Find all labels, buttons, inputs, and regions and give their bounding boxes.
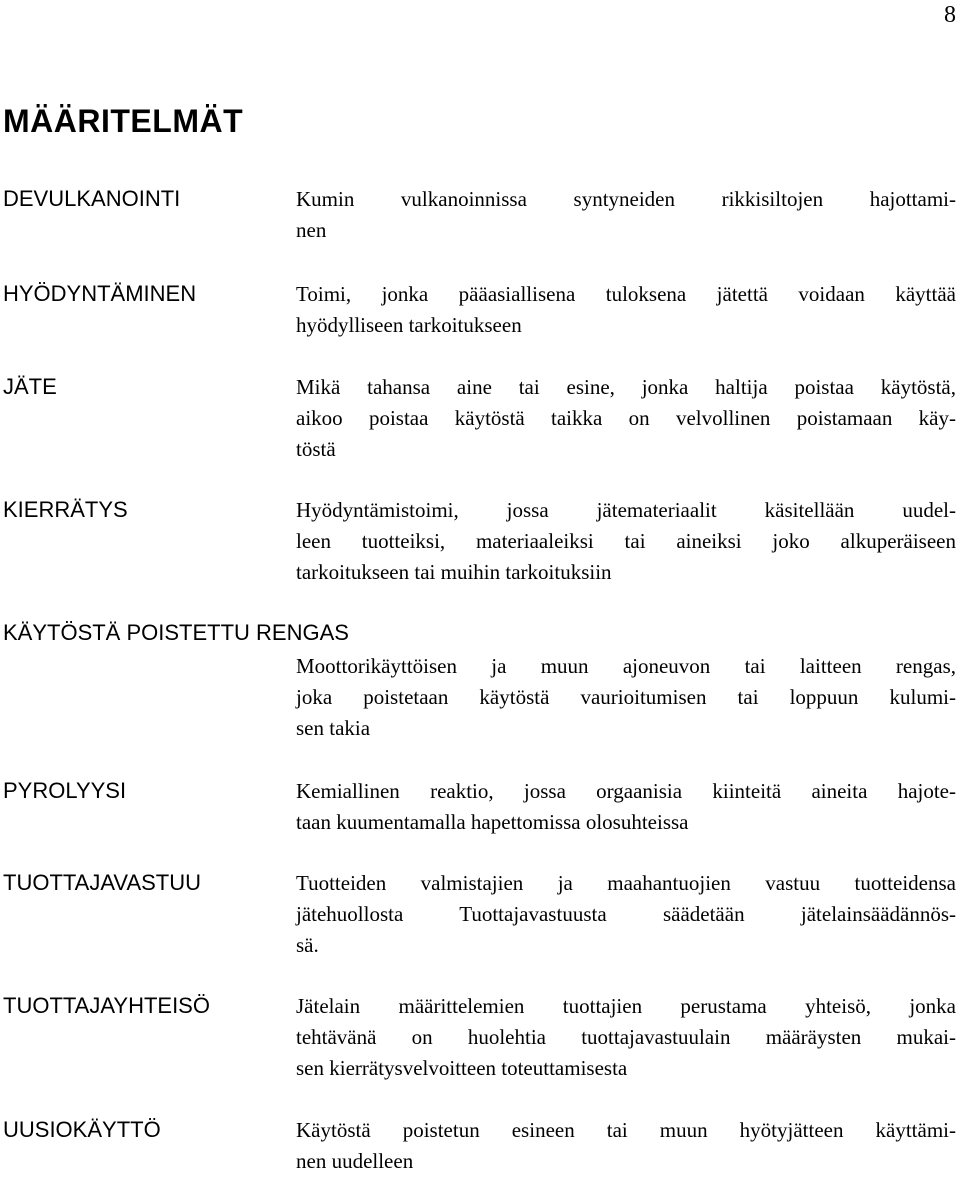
definition-line: Mikä tahansa aine tai esine, jonka haltija poistaa käytöstä, [296,375,956,399]
definition-hyodyntaminen [296,279,956,341]
term-devulkanointi: DEVULKANOINTI [3,186,181,211]
definition-line: Kemiallinen reaktio, jossa orgaanisia kiinteitä aineita hajote- [296,779,956,803]
term-tuottajavastuu: TUOTTAJAVASTUU [3,870,201,895]
term-jate: JÄTE [3,374,57,399]
definition-kaytosta-poistettu-rengas [296,651,956,744]
definition-line: sen takia [296,716,371,740]
term-uusiokaytto: UUSIOKÄYTTÖ [3,1117,161,1142]
definition-line: tarkoitukseen tai muihin tarkoituksiin [296,560,612,584]
definition-line: Toimi, jonka pääasiallisena tuloksena jätettä voidaan käyttää [296,282,956,306]
definition-line: töstä [296,437,336,461]
definition-uusiokaytto [296,1115,956,1177]
definition-line: aikoo poistaa käytöstä taikka on velvollinen poistamaan käy- [296,406,956,430]
definition-tuottajayhteiso [296,991,956,1084]
definition-line: nen [296,218,327,242]
definition-line: Käytöstä poistetun esineen tai muun hyötyjätteen käyttämi- [296,1118,956,1142]
definition-line: sä. [296,933,319,957]
definition-line: taan kuumentamalla hapettomissa olosuhteissa [296,810,689,834]
definition-line: Tuotteiden valmistajien ja maahantuojien vastuu tuotteidensa [296,871,956,895]
page-number: 8 [944,2,956,28]
definition-pyrolyysi [296,776,956,838]
definition-line: Moottorikäyttöisen ja muun ajoneuvon tai laitteen rengas, [296,654,956,678]
definition-line: Jätelain määrittelemien tuottajien perustama yhteisö, jonka [296,994,956,1018]
definition-line: hyödylliseen tarkoitukseen [296,313,522,337]
term-hyodyntaminen: HYÖDYNTÄMINEN [3,281,197,306]
definition-jate [296,372,956,465]
term-kaytosta-poistettu-rengas: KÄYTÖSTÄ POISTETTU RENGAS [3,620,349,645]
term-tuottajayhteiso: TUOTTAJAYHTEISÖ [3,993,210,1018]
term-kierratys: KIERRÄTYS [3,497,128,522]
definition-line: leen tuotteiksi, materiaaleiksi tai aineiksi joko alkuperäiseen [296,529,956,553]
definition-line: Kumin vulkanoinnissa syntyneiden rikkisiltojen hajottami- [296,187,956,211]
page-title: MÄÄRITELMÄT [3,103,244,139]
definition-line: joka poistetaan käytöstä vaurioitumisen tai loppuun kulumi- [296,685,956,709]
definition-line: tehtävänä on huolehtia tuottajavastuulain määräysten mukai- [296,1025,956,1049]
definition-line: Hyödyntämistoimi, jossa jätemateriaalit käsitellään uudel- [296,498,956,522]
definition-kierratys [296,495,956,588]
definition-line: nen uudelleen [296,1149,414,1173]
definition-devulkanointi [296,184,956,246]
definition-line: jätehuollosta Tuottajavastuusta säädetään jätelainsäädännös- [296,902,956,926]
definition-tuottajavastuu [296,868,956,961]
term-pyrolyysi: PYROLYYSI [3,778,127,803]
definition-line: sen kierrätysvelvoitteen toteuttamisesta [296,1056,628,1080]
